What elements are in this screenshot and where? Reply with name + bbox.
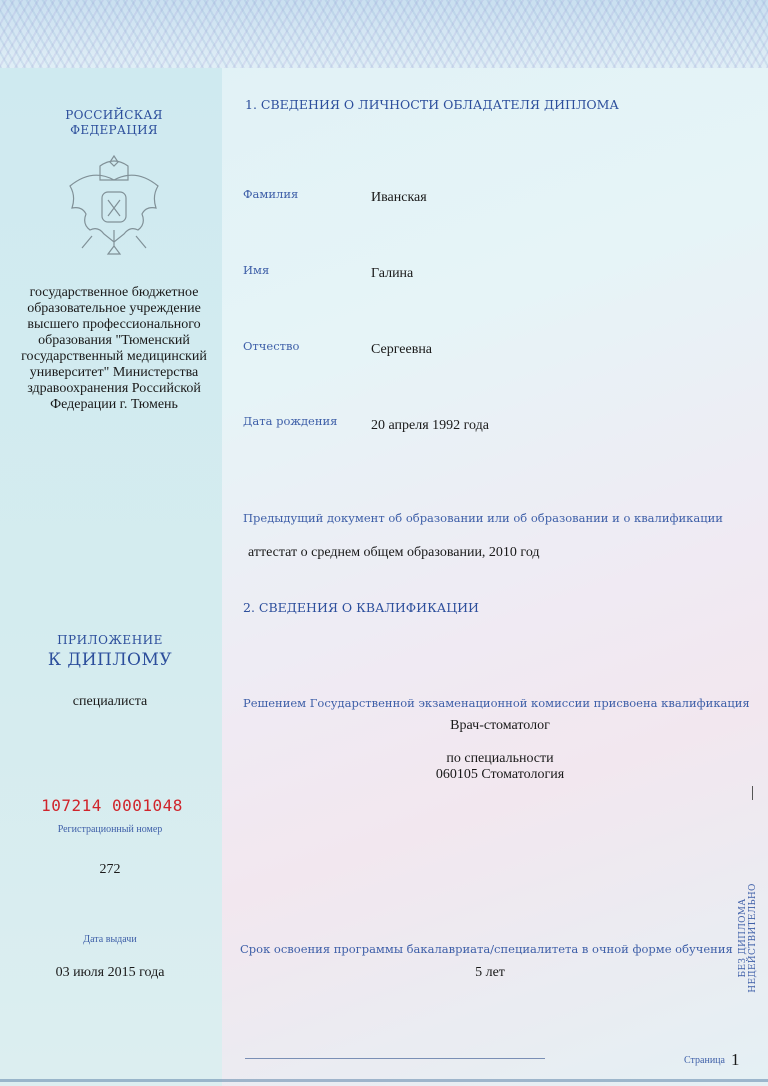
margin-mark	[738, 786, 753, 800]
registration-number: 272	[99, 862, 121, 877]
surname-label: Фамилия	[243, 187, 299, 201]
issue-date-label: Дата выдачи	[83, 934, 137, 945]
organization-name: государственное бюджетное образовательное учреждение высшего профессионального образования "Тюменский государственный медицинский университет" Министерства здравоохранения Российской Федерации г. Тюмень	[21, 285, 207, 412]
qualification-decision-label: Решением Государственной экзаменационной комиссии присвоена квалификация	[243, 696, 750, 710]
birth-date-value: 20 апреля 1992 года	[371, 418, 489, 433]
surname-value: Иванская	[371, 190, 427, 205]
page-number: 1	[731, 1050, 740, 1069]
birth-date-label: Дата рождения	[243, 414, 338, 428]
blank-number: 107214 0001048	[41, 796, 183, 815]
footer-line	[245, 1058, 545, 1059]
degree-level: специалиста	[72, 694, 148, 709]
side-validity-note: БЕЗ ДИПЛОМА НЕДЕЙСТВИТЕЛЬНО	[738, 883, 758, 993]
registration-number-label: Регистрационный номер	[57, 824, 163, 835]
appendix-title: ПРИЛОЖЕНИЕ	[57, 633, 163, 647]
issue-date: 03 июля 2015 года	[55, 965, 165, 980]
security-pattern-band	[0, 0, 768, 68]
specialty-prefix: по специальности	[446, 751, 554, 766]
patronymic-value: Сергеевна	[371, 342, 433, 357]
name-value: Галина	[371, 266, 414, 281]
section1-title: 1. СВЕДЕНИЯ О ЛИЧНОСТИ ОБЛАДАТЕЛЯ ДИПЛОМА	[245, 97, 619, 112]
specialty-value: 060105 Стоматология	[435, 767, 565, 782]
coat-of-arms-icon	[62, 148, 166, 268]
study-term-label: Срок освоения программы бакалавриата/специалитета в очной форме обучения	[240, 942, 733, 956]
previous-document-value: аттестат о среднем общем образовании, 2010 год	[248, 545, 540, 560]
qualification-value: Врач-стоматолог	[450, 718, 550, 733]
bottom-border	[0, 1079, 768, 1082]
previous-document-label: Предыдущий документ об образовании или об образовании и о квалификации	[243, 511, 723, 525]
section2-title: 2. СВЕДЕНИЯ О КВАЛИФИКАЦИИ	[243, 600, 479, 615]
page-label: Страница	[684, 1055, 725, 1066]
patronymic-label: Отчество	[243, 339, 300, 353]
appendix-subtitle: К ДИПЛОМУ	[47, 650, 173, 670]
country-name: РОССИЙСКАЯ ФЕДЕРАЦИЯ	[65, 108, 163, 137]
study-term-value: 5 лет	[475, 965, 505, 980]
name-label: Имя	[243, 263, 270, 277]
